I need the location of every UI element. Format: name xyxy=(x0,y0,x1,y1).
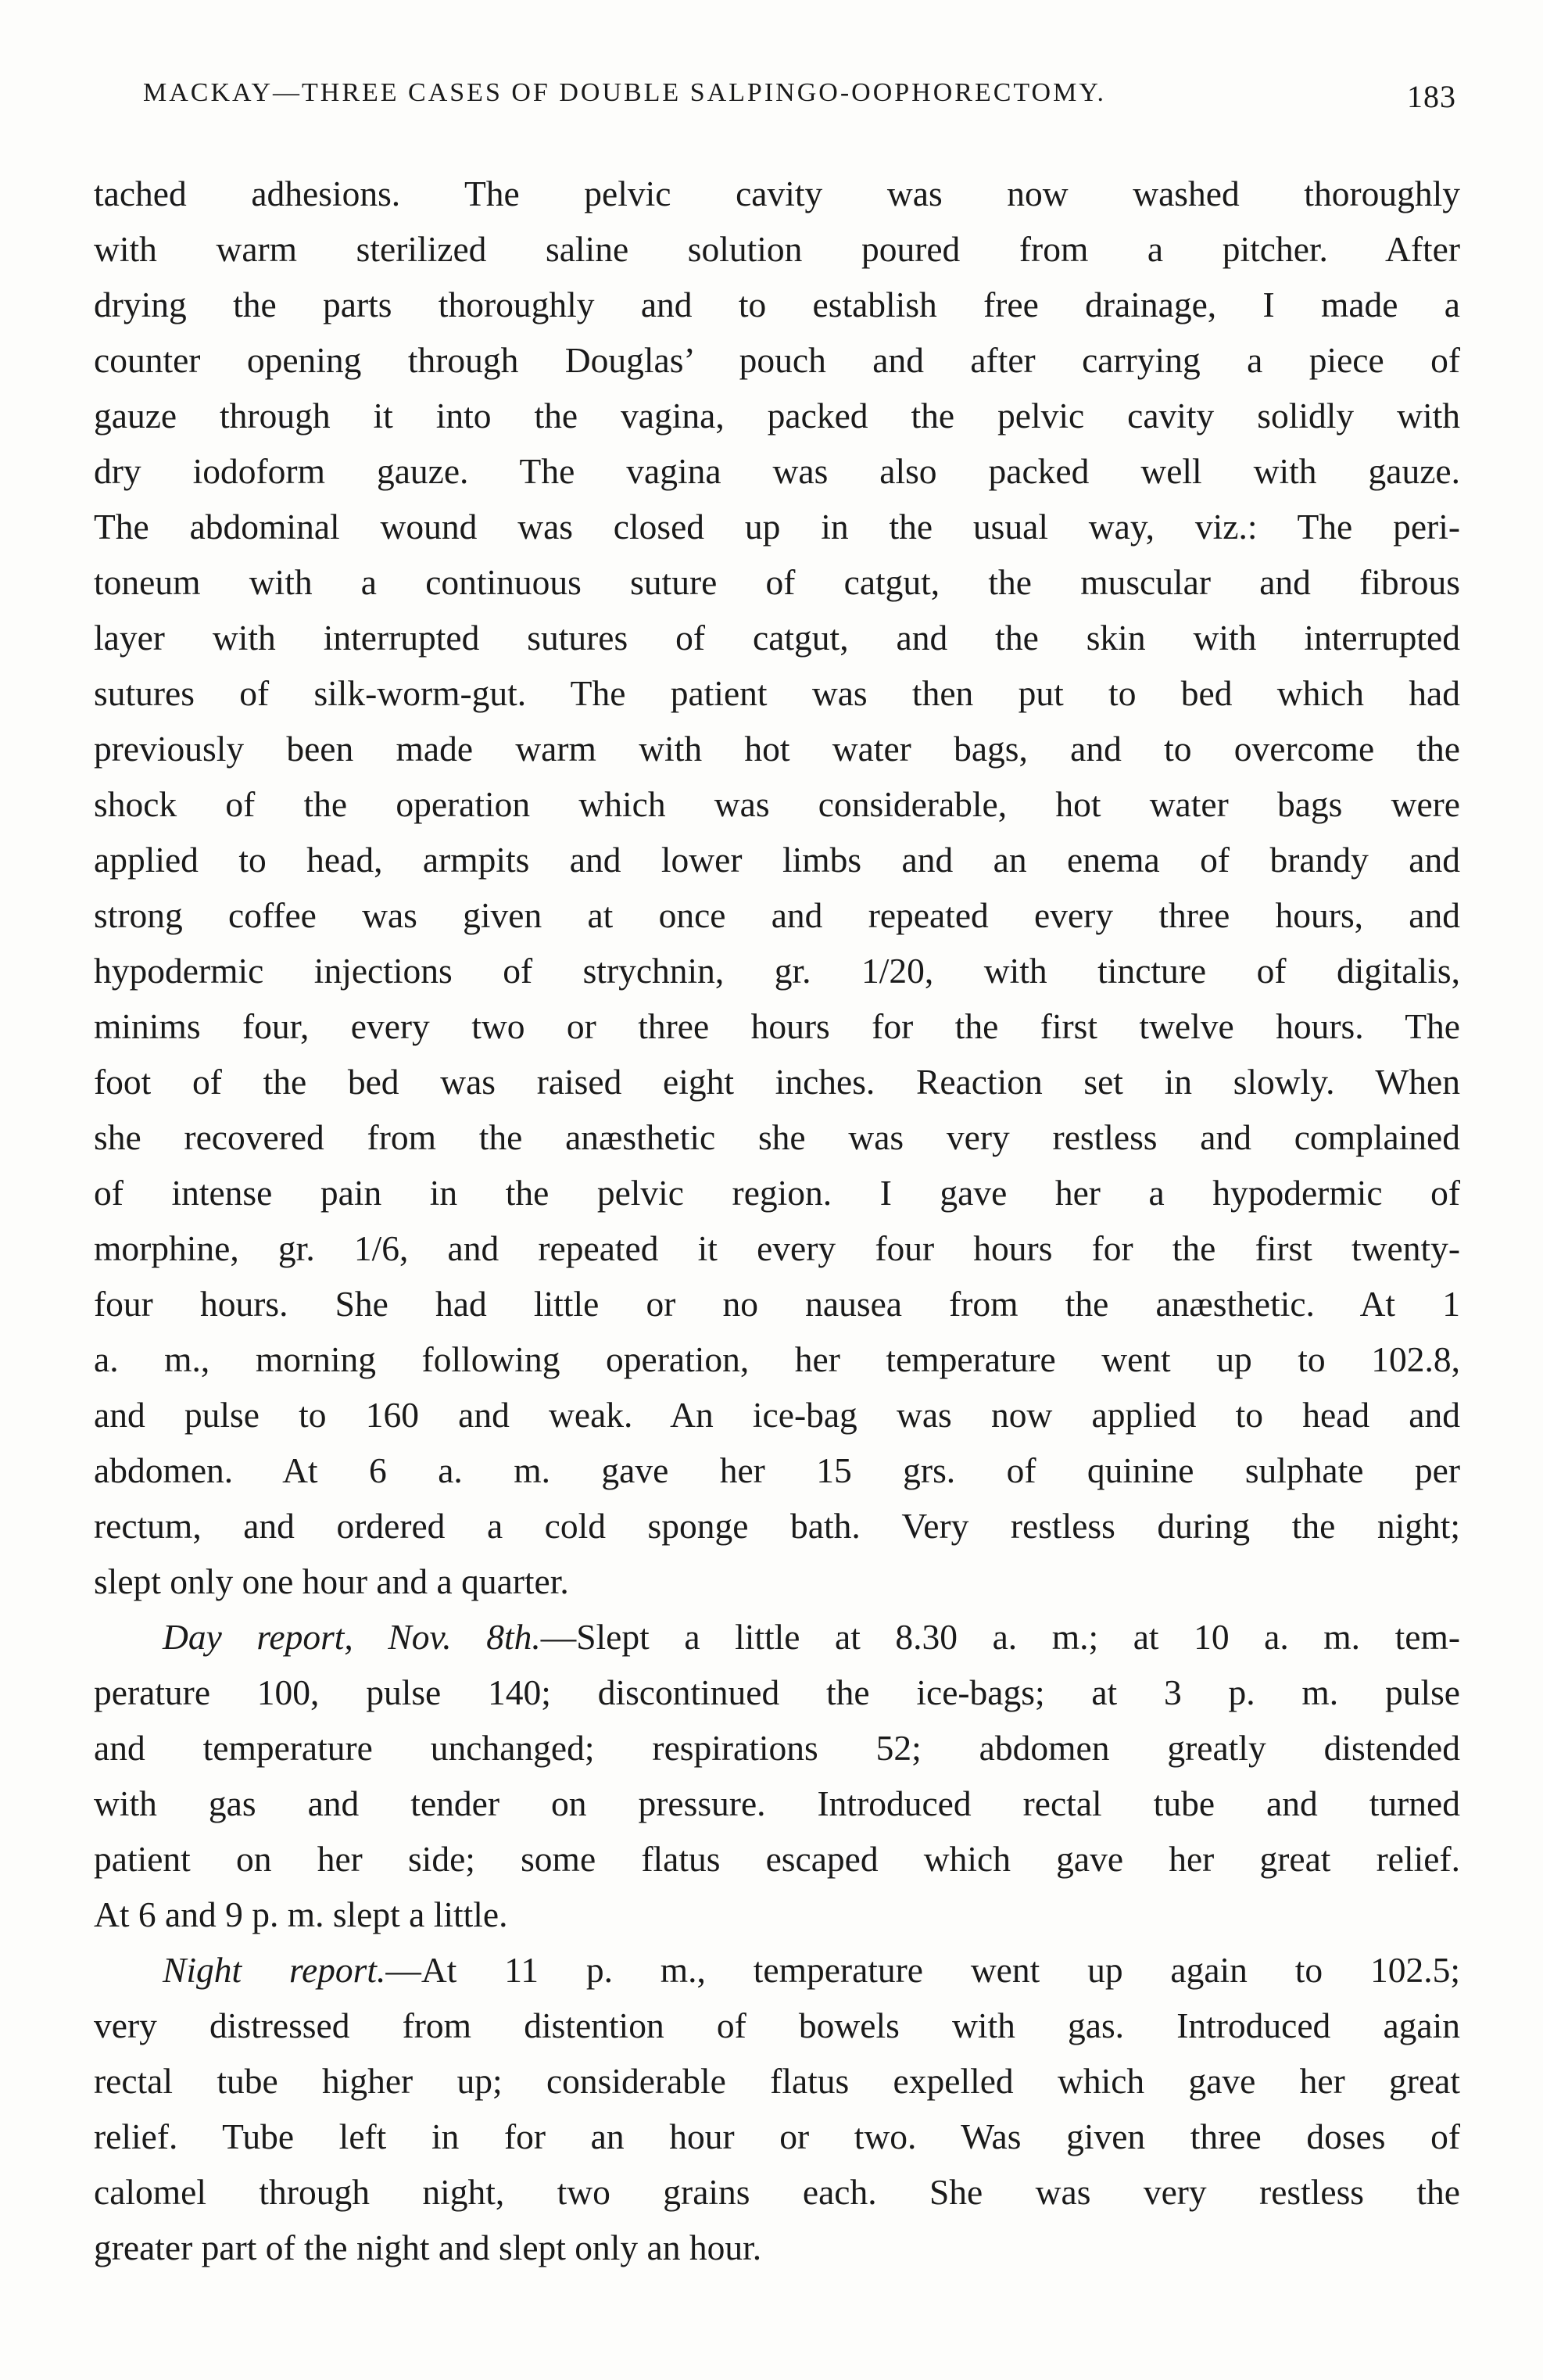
text-line: very distressed from distention of bowels with gas. Introduced again xyxy=(94,2005,1460,2045)
page-number: 183 xyxy=(1407,79,1456,114)
text-line: she recovered from the anæsthetic she was very restless and complained xyxy=(94,1117,1460,1157)
text-line: calomel through night, two grains each. She was very restless the xyxy=(94,2172,1460,2212)
text-line: a. m., morning following operation, her temperature went up to 102.8, xyxy=(94,1339,1460,1379)
text-line: slept only one hour and a quarter. xyxy=(94,1561,569,1601)
text-line: gauze through it into the vagina, packed the pelvic cavity solidly with xyxy=(94,396,1460,435)
text-line: drying the parts thoroughly and to establish free drainage, I made a xyxy=(94,285,1460,324)
text-line-rest: —Slept a little at 8.30 a. m.; at 10 a. m. tem- xyxy=(540,1617,1460,1657)
paragraph-night-report xyxy=(94,1942,1460,2275)
text-line: sutures of silk-worm-gut. The patient was then put to bed which had xyxy=(94,673,1460,713)
text-line xyxy=(94,1942,1460,1998)
running-head xyxy=(143,78,1456,125)
text-line: abdomen. At 6 a. m. gave her 15 grs. of quinine sulphate per xyxy=(94,1450,1460,1490)
paragraph-1 xyxy=(94,166,1460,1609)
text-line: and temperature unchanged; respirations 52; abdomen greatly distended xyxy=(94,1728,1460,1768)
text-line: and pulse to 160 and weak. An ice-bag was now applied to head and xyxy=(94,1395,1460,1435)
text-line: applied to head, armpits and lower limbs and an enema of brandy and xyxy=(94,840,1460,880)
text-line: four hours. She had little or no nausea from the anæsthetic. At 1 xyxy=(94,1284,1460,1324)
text-line: shock of the operation which was considerable, hot water bags were xyxy=(94,784,1460,824)
text-line: The abdominal wound was closed up in the usual way, viz.: The peri- xyxy=(94,507,1460,547)
text-line: foot of the bed was raised eight inches. Reaction set in slowly. When xyxy=(94,1062,1460,1102)
running-title: MACKAY—THREE CASES OF DOUBLE SALPINGO-OOPHORECTOMY. xyxy=(143,78,1107,107)
text-line: rectal tube higher up; considerable flatus expelled which gave her great xyxy=(94,2061,1460,2101)
text-line: layer with interrupted sutures of catgut, and the skin with interrupted xyxy=(94,618,1460,658)
text-line: relief. Tube left in for an hour or two. Was given three doses of xyxy=(94,2117,1460,2156)
text-line: At 6 and 9 p. m. slept a little. xyxy=(94,1894,508,1934)
text-line: previously been made warm with hot water bags, and to overcome the xyxy=(94,729,1460,769)
text-line: perature 100, pulse 140; discontinued the ice-bags; at 3 p. m. pulse xyxy=(94,1672,1460,1712)
text-line: tached adhesions. The pelvic cavity was now washed thoroughly xyxy=(94,174,1460,213)
section-lead-night-report: Night report. xyxy=(163,1950,386,1990)
text-line xyxy=(94,1609,1460,1665)
text-line: with warm sterilized saline solution poured from a pitcher. After xyxy=(94,229,1460,269)
text-line: toneum with a continuous suture of catgut, the muscular and fibrous xyxy=(94,562,1460,602)
text-line-rest: —At 11 p. m., temperature went up again to 102.5; xyxy=(385,1950,1460,1990)
text-line: strong coffee was given at once and repeated every three hours, and xyxy=(94,895,1460,935)
text-line: counter opening through Douglas’ pouch and after carrying a piece of xyxy=(94,340,1460,380)
text-line: greater part of the night and slept only an hour. xyxy=(94,2228,762,2267)
text-line: rectum, and ordered a cold sponge bath. Very restless during the night; xyxy=(94,1506,1460,1546)
text-line: morphine, gr. 1/6, and repeated it every four hours for the first twenty- xyxy=(94,1228,1460,1268)
text-line: hypodermic injections of strychnin, gr. 1/20, with tincture of digitalis, xyxy=(94,951,1460,991)
paragraph-day-report xyxy=(94,1609,1460,1942)
text-line: dry iodoform gauze. The vagina was also packed well with gauze. xyxy=(94,451,1460,491)
text-line: of intense pain in the pelvic region. I gave her a hypodermic of xyxy=(94,1173,1460,1213)
body-text xyxy=(94,166,1460,2275)
section-lead-day-report: Day report, Nov. 8th. xyxy=(163,1617,541,1657)
text-line: minims four, every two or three hours for the first twelve hours. The xyxy=(94,1006,1460,1046)
text-line: patient on her side; some flatus escaped which gave her great relief. xyxy=(94,1839,1460,1879)
text-line: with gas and tender on pressure. Introduced rectal tube and turned xyxy=(94,1783,1460,1823)
